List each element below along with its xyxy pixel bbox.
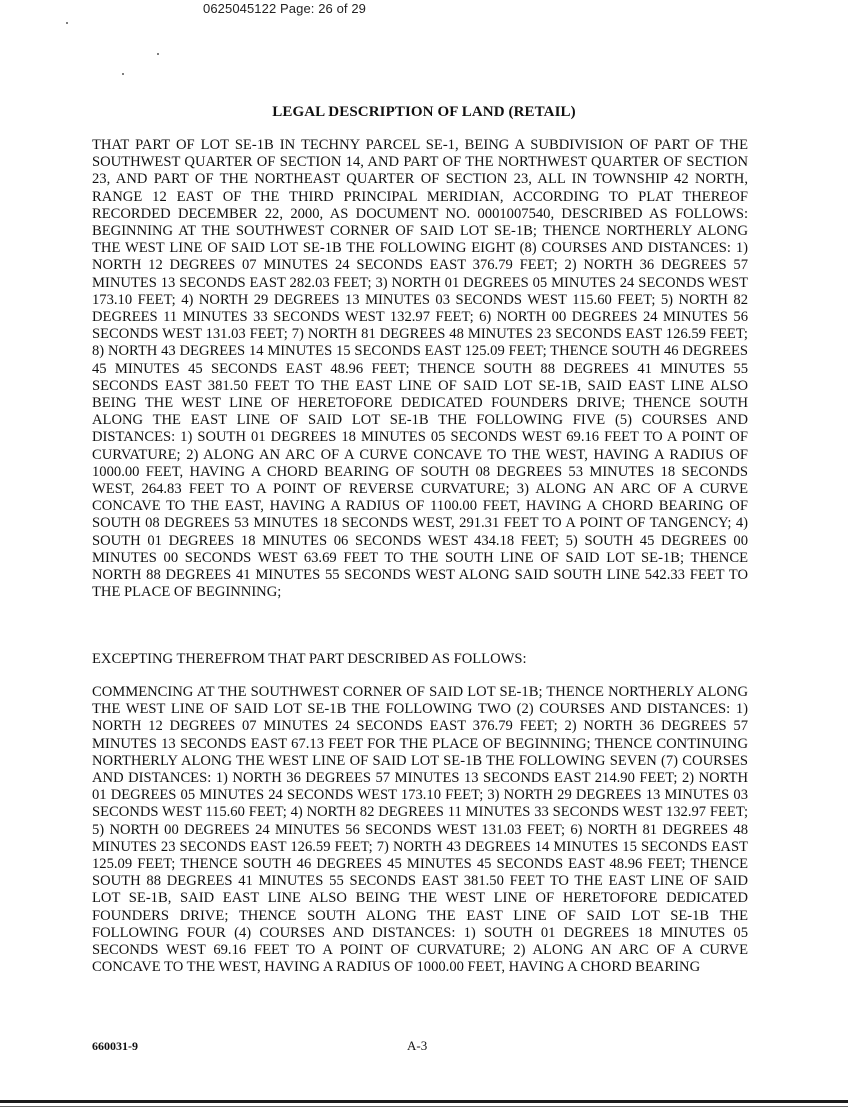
exception-heading: EXCEPTING THEREFROM THAT PART DESCRIBED AS FOLLOWS: [92,651,527,667]
legal-description-paragraph: THAT PART OF LOT SE-1B IN TECHNY PARCEL SE-1, BEING A SUBDIVISION OF PART OF THE SOUTHWEST QUARTER OF SECTION 14, AND PART OF THE NORTHWEST QUARTER OF SECTION 23, AND PART OF THE NORTHEAST QUARTER OF SECTION 23, ALL IN TOWNSHIP 42 NORTH, RANGE 12 EAST OF THE THIRD PRINCIPAL MERIDIAN, ACCORDING TO PLAT THEREOF RECORDED DECEMBER 22, 2000, AS DOCUMENT NO. 0001007540, DESCRIBED AS FOLLOWS: BEGINNING AT THE SOUTHWEST CORNER OF SAID LOT SE-1B; THENCE NORTHERLY ALONG THE WEST LINE OF SAID LOT SE-1B THE FOLLOWING EIGHT (8) COURSES AND DISTANCES: 1) NORTH 12 DEGREES 07 MINUTES 24 SECONDS EAST 376.79 FEET; 2) NORTH 36 DEGREES 57 MINUTES 13 SECONDS EAST 282.03 FEET; 3) NORTH 01 DEGREES 05 MINUTES 24 SECONDS WEST 173.10 FEET; 4) NORTH 29 DEGREES 13 MINUTES 03 SECONDS WEST 115.60 FEET; 5) NORTH 82 DEGREES 11 MINUTES 33 SECONDS WEST 132.97 FEET; 6) NORTH 00 DEGREES 24 MINUTES 56 SECONDS WEST 131.03 FEET; 7) NORTH 81 DEGREES 48 MINUTES 23 SECONDS EAST 126.59 FEET; 8) NORTH 43 DEGREES 14 MINUTES 15 SECONDS EAST 125.09 FEET; THENCE SOUTH 46 DEGREES 45 MINUTES 45 SECONDS EAST 48.96 FEET; THENCE SOUTH 88 DEGREES 41 MINUTES 55 SECONDS EAST 381.50 FEET TO THE EAST LINE OF SAID LOT SE-1B, SAID EAST LINE ALSO BEING THE WEST LINE OF HERETOFORE DEDICATED FOUNDERS DRIVE; THENCE SOUTH ALONG THE EAST LINE OF SAID LOT SE-1B THE FOLLOWING FIVE (5) COURSES AND DISTANCES: 1) SOUTH 01 DEGREES 18 MINUTES 05 SECONDS WEST 69.16 FEET TO A POINT OF CURVATURE; 2) ALONG AN ARC OF A CURVE CONCAVE TO THE WEST, HAVING A RADIUS OF 1000.00 FEET, HAVING A CHORD BEARING OF SOUTH 08 DEGREES 53 MINUTES 18 SECONDS WEST, 264.83 FEET TO A POINT OF REVERSE CURVATURE; 3) ALONG AN ARC OF A CURVE CONCAVE TO THE EAST, HAVING A RADIUS OF 1100.00 FEET, HAVING A CHORD BEARING OF SOUTH 08 DEGREES 53 MINUTES 18 SECONDS WEST, 291.31 FEET TO A POINT OF TANGENCY; 4) SOUTH 01 DEGREES 18 MINUTES 06 SECONDS WEST 434.18 FEET; 5) SOUTH 45 DEGREES 00 MINUTES 00 SECONDS WEST 63.69 FEET TO THE SOUTH LINE OF SAID LOT SE-1B; THENCE NORTH 88 DEGREES 41 MINUTES 55 SECONDS WEST ALONG SAID SOUTH LINE 542.33 FEET TO THE PLACE OF BEGINNING; [92,137,748,601]
footer-page-label: A-3 [407,1038,428,1053]
bottom-scan-edge [0,1100,848,1103]
scan-speck [66,22,68,24]
recording-stamp: 0625045122 Page: 26 of 29 [203,1,366,16]
footer-document-number: 660031-9 [92,1039,138,1053]
bottom-scan-edge-thin [0,1106,848,1107]
scan-speck [157,53,159,55]
scan-speck [122,73,124,75]
exception-description-paragraph: COMMENCING AT THE SOUTHWEST CORNER OF SAID LOT SE-1B; THENCE NORTHERLY ALONG THE WEST LINE OF SAID LOT SE-1B THE FOLLOWING TWO (2) COURSES AND DISTANCES: 1) NORTH 12 DEGREES 07 MINUTES 24 SECONDS EAST 376.79 FEET; 2) NORTH 36 DEGREES 57 MINUTES 13 SECONDS EAST 67.13 FEET FOR THE PLACE OF BEGINNING; THENCE CONTINUING NORTHERLY ALONG THE WEST LINE OF SAID LOT SE-1B THE FOLLOWING SEVEN (7) COURSES AND DISTANCES: 1) NORTH 36 DEGREES 57 MINUTES 13 SECONDS EAST 214.90 FEET; 2) NORTH 01 DEGREES 05 MINUTES 24 SECONDS WEST 173.10 FEET; 3) NORTH 29 DEGREES 13 MINUTES 03 SECONDS WEST 115.60 FEET; 4) NORTH 82 DEGREES 11 MINUTES 33 SECONDS WEST 132.97 FEET; 5) NORTH 00 DEGREES 24 MINUTES 56 SECONDS WEST 131.03 FEET; 6) NORTH 81 DEGREES 48 MINUTES 23 SECONDS EAST 126.59 FEET; 7) NORTH 43 DEGREES 14 MINUTES 15 SECONDS EAST 125.09 FEET; THENCE SOUTH 46 DEGREES 45 MINUTES 45 SECONDS EAST 48.96 FEET; THENCE SOUTH 88 DEGREES 41 MINUTES 55 SECONDS EAST 381.50 FEET TO THE EAST LINE OF SAID LOT SE-1B, SAID EAST LINE ALSO BEING THE WEST LINE OF HERETOFORE DEDICATED FOUNDERS DRIVE; THENCE SOUTH ALONG THE EAST LINE OF SAID LOT SE-1B THE FOLLOWING FOUR (4) COURSES AND DISTANCES: 1) SOUTH 01 DEGREES 18 MINUTES 05 SECONDS WEST 69.16 FEET TO A POINT OF CURVATURE; 2) ALONG AN ARC OF A CURVE CONCAVE TO THE WEST, HAVING A RADIUS OF 1000.00 FEET, HAVING A CHORD BEARING [92,684,748,976]
document-title: LEGAL DESCRIPTION OF LAND (RETAIL) [272,104,576,120]
